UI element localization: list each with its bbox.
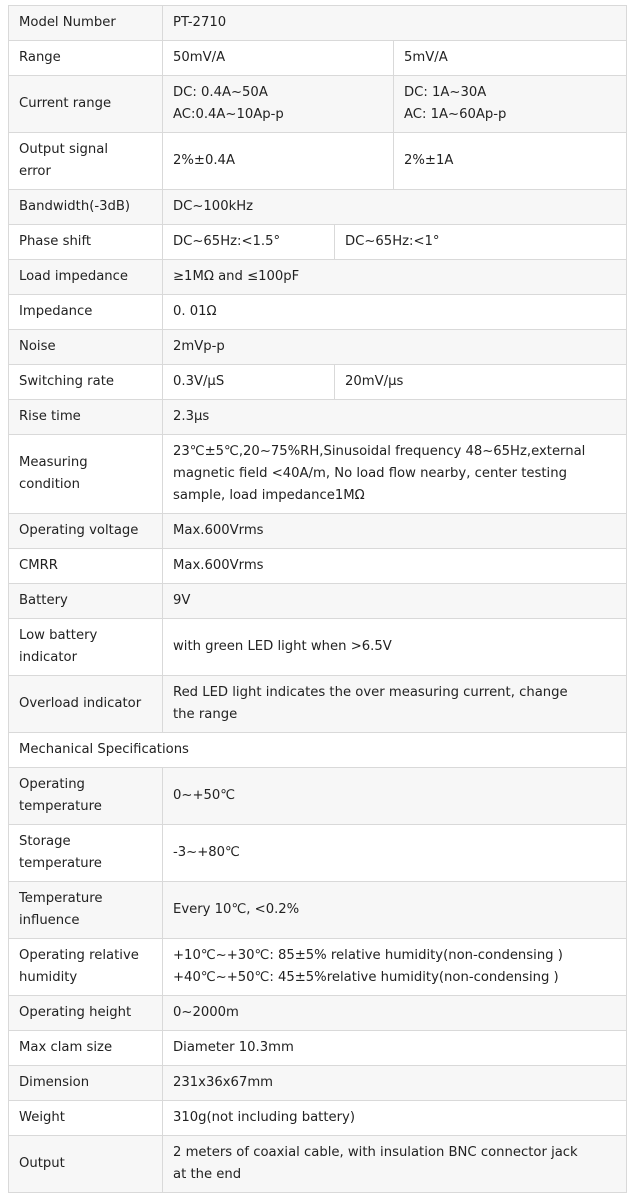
operating-voltage-value: Max.600Vrms [163, 514, 627, 549]
humidity-label-line2: humidity [19, 970, 78, 985]
row-rise-time [9, 400, 627, 435]
overload-indicator-line1: Red LED light indicates the over measuring current, change [173, 685, 568, 700]
row-low-battery-indicator [9, 619, 627, 676]
row-battery [9, 584, 627, 619]
row-phase-shift [9, 225, 627, 260]
current-range-ac-a: AC:0.4A~10Ap-p [173, 107, 284, 122]
output-line2: at the end [173, 1167, 242, 1182]
current-range-value-a [163, 76, 394, 133]
load-impedance-label: Load impedance [9, 260, 163, 295]
row-switching-rate [9, 365, 627, 400]
row-output-signal-error [9, 133, 627, 190]
measuring-condition-value [163, 435, 627, 514]
storage-temperature-value: -3~+80℃ [163, 825, 627, 882]
switching-rate-label: Switching rate [9, 365, 163, 400]
row-measuring-condition [9, 435, 627, 514]
mechanical-specifications-header: Mechanical Specifications [9, 733, 627, 768]
row-dimension [9, 1066, 627, 1101]
operating-voltage-label: Operating voltage [9, 514, 163, 549]
range-label: Range [9, 41, 163, 76]
model-number-value: PT-2710 [163, 6, 627, 41]
row-temperature-influence [9, 882, 627, 939]
max-clam-size-label: Max clam size [9, 1031, 163, 1066]
row-operating-temperature [9, 768, 627, 825]
row-model-number [9, 6, 627, 41]
current-range-dc-a: DC: 0.4A~50A [173, 85, 268, 100]
temperature-influence-label-line2: influence [19, 913, 80, 928]
cmrr-label: CMRR [9, 549, 163, 584]
range-value-b: 5mV/A [394, 41, 627, 76]
row-operating-relative-humidity [9, 939, 627, 996]
row-bandwidth [9, 190, 627, 225]
measuring-condition-label [9, 435, 163, 514]
overload-indicator-label: Overload indicator [9, 676, 163, 733]
switching-rate-value-a: 0.3V/μS [163, 365, 335, 400]
overload-indicator-value [163, 676, 627, 733]
model-number-label: Model Number [9, 6, 163, 41]
row-load-impedance [9, 260, 627, 295]
operating-relative-humidity-value [163, 939, 627, 996]
switching-rate-value-b: 20mV/μs [335, 365, 627, 400]
operating-relative-humidity-label [9, 939, 163, 996]
operating-height-value: 0~2000m [163, 996, 627, 1031]
low-battery-indicator-value: with green LED light when >6.5V [163, 619, 627, 676]
measuring-condition-line1: 23℃±5℃,20~75%RH,Sinusoidal frequency 48~65Hz,external [173, 444, 586, 459]
output-value [163, 1136, 627, 1193]
row-mechanical-header [9, 733, 627, 768]
measuring-condition-line2: magnetic field <40A/m, No load flow nearby, center testing [173, 466, 567, 481]
row-overload-indicator [9, 676, 627, 733]
operating-temperature-label-line1: Operating [19, 777, 85, 792]
output-signal-error-value-b: 2%±1A [394, 133, 627, 190]
current-range-dc-b: DC: 1A~30A [404, 85, 487, 100]
humidity-label-line1: Operating relative [19, 948, 139, 963]
output-signal-error-label [9, 133, 163, 190]
row-current-range [9, 76, 627, 133]
dimension-value: 231x36x67mm [163, 1066, 627, 1101]
humidity-line2: +40℃~+50℃: 45±5%relative humidity(non-condensing ) [173, 970, 559, 985]
rise-time-label: Rise time [9, 400, 163, 435]
output-signal-error-label-line1: Output signal [19, 142, 109, 157]
storage-temperature-label [9, 825, 163, 882]
row-noise [9, 330, 627, 365]
current-range-label: Current range [9, 76, 163, 133]
battery-label: Battery [9, 584, 163, 619]
temperature-influence-label-line1: Temperature [19, 891, 103, 906]
low-battery-indicator-label [9, 619, 163, 676]
battery-value: 9V [163, 584, 627, 619]
temperature-influence-value: Every 10℃, <0.2% [163, 882, 627, 939]
output-signal-error-value-a: 2%±0.4A [163, 133, 394, 190]
dimension-label: Dimension [9, 1066, 163, 1101]
load-impedance-value: ≥1MΩ and ≤100pF [163, 260, 627, 295]
bandwidth-label: Bandwidth(-3dB) [9, 190, 163, 225]
row-cmrr [9, 549, 627, 584]
operating-temperature-label-line2: temperature [19, 799, 102, 814]
measuring-condition-label-line2: condition [19, 477, 80, 492]
impedance-value: 0. 01Ω [163, 295, 627, 330]
output-line1: 2 meters of coaxial cable, with insulation BNC connector jack [173, 1145, 578, 1160]
row-storage-temperature [9, 825, 627, 882]
temperature-influence-label [9, 882, 163, 939]
operating-temperature-label [9, 768, 163, 825]
noise-label: Noise [9, 330, 163, 365]
impedance-label: Impedance [9, 295, 163, 330]
row-output [9, 1136, 627, 1193]
row-weight [9, 1101, 627, 1136]
max-clam-size-value: Diameter 10.3mm [163, 1031, 627, 1066]
phase-shift-value-a: DC~65Hz:<1.5° [163, 225, 335, 260]
row-operating-height [9, 996, 627, 1031]
operating-temperature-value: 0~+50℃ [163, 768, 627, 825]
noise-value: 2mVp-p [163, 330, 627, 365]
humidity-line1: +10℃~+30℃: 85±5% relative humidity(non-condensing ) [173, 948, 563, 963]
cmrr-value: Max.600Vrms [163, 549, 627, 584]
current-range-value-b [394, 76, 627, 133]
range-value-a: 50mV/A [163, 41, 394, 76]
overload-indicator-line2: the range [173, 707, 238, 722]
spec-table [8, 5, 627, 1193]
measuring-condition-line3: sample, load impedance1MΩ [173, 488, 365, 503]
measuring-condition-label-line1: Measuring [19, 455, 88, 470]
row-max-clam-size [9, 1031, 627, 1066]
phase-shift-value-b: DC~65Hz:<1° [335, 225, 627, 260]
current-range-ac-b: AC: 1A~60Ap-p [404, 107, 507, 122]
weight-label: Weight [9, 1101, 163, 1136]
storage-temperature-label-line1: Storage [19, 834, 71, 849]
rise-time-value: 2.3μs [163, 400, 627, 435]
low-battery-label-line1: Low battery [19, 628, 98, 643]
operating-height-label: Operating height [9, 996, 163, 1031]
output-label: Output [9, 1136, 163, 1193]
output-signal-error-label-line2: error [19, 164, 51, 179]
low-battery-label-line2: indicator [19, 650, 78, 665]
row-impedance [9, 295, 627, 330]
phase-shift-label: Phase shift [9, 225, 163, 260]
row-range [9, 41, 627, 76]
storage-temperature-label-line2: temperature [19, 856, 102, 871]
bandwidth-value: DC~100kHz [163, 190, 627, 225]
weight-value: 310g(not including battery) [163, 1101, 627, 1136]
row-operating-voltage [9, 514, 627, 549]
